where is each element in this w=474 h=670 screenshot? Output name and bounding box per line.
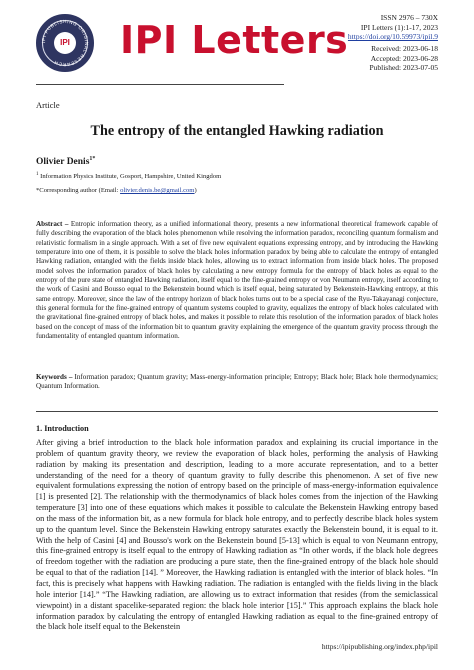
accepted-date: Accepted: 2023-06-28: [370, 53, 438, 63]
published-date: Published: 2023-07-05: [369, 63, 438, 73]
affiliation: [36, 172, 221, 180]
article-dates: [288, 44, 438, 73]
keywords-text: Information paradox; Quantum gravity; Mass-energy-information principle; Entropy; Black hole; Black hole thermodynamics; Quantum Information.: [36, 373, 439, 391]
volume-info: IPI Letters (1):1-17, 2023: [360, 22, 438, 32]
publisher-seal-logo: [36, 14, 94, 72]
author-name: Olivier Denis: [36, 157, 90, 168]
affiliation-marker: 1: [36, 172, 39, 177]
corr-prefix: *Corresponding author (Email:: [36, 187, 121, 194]
journal-brand: IPI Letters: [120, 18, 349, 62]
article-title: The entropy of the entangled Hawking radiation: [90, 123, 384, 139]
received-date: Received: 2023-06-18: [371, 44, 438, 53]
abstract-label: Abstract –: [36, 220, 69, 228]
issn: ISSN 2976 – 730X: [380, 13, 438, 22]
journal-info: [288, 13, 438, 42]
svg-text:IPI PUBLISHING ORIGINAL RESEAR: IPI PUBLISHING ORIGINAL RESEARCH: [40, 18, 90, 68]
author-email-link[interactable]: olivier.denis.be@gmail.com: [120, 187, 195, 194]
section-heading: 1. Introduction: [36, 424, 89, 433]
corresponding-author: [36, 187, 197, 194]
section-body: After giving a brief introduction to the black hole information paradox and explaining its crucial importance in the problem of quantum gravity theory, we review the evaporation of black holes, performing the analysis of Hawking radiation by making its presentation and description, leading to a more accurate representation, and to a better understanding of the need for a theory of quantum gravity to fully describe this phenomenon. A set of five new equivalent formulations expressing the notion of entropy based on the principle of mass-energy-information equivalence [1] is presented [2]. The relationship with the thermodynamics of black holes comes from the injection of the Hawking temperature [3] into one of these equations which makes it possible to calculate the Bekenstein Hawking entropy based on the mass of the information bit, as a new formula for black hole entropy, and to perfectly describe black holes system up to the quantum level. Since the Bekenstein Hawking entropy saturates exactly the Bekenstein bound, it is equal to it. With the help of Casini [4] and Bousso's work on the Bekenstein bound [5-13] which is equal to von Neumann entropy, this fine-grained entropy is itself equal to the entropy of Hawking radiation as “In other words, if the black hole degrees of freedom together with the radiation are producing a pure state, then the fine-grained entropy of the black hole should be equal to that of the radiation [14]. ” Moreover, the Hawking radiation is entangled with the interior of black holes. “In fact, this is precisely what happens with Hawking radiation. The radiation is entangled with the fields living in the black hole interior [14].” “The Hawking radiation, are allowing us to extract information that resides (from the semiclassical viewpoint) in a distant spacelike-separated region: the black hole interior [15].” This approach explains the black hole information paradox by calculating the entropy of entangled Hawking radiation as equal to the fine-grained entropy of the black hole itself equal to the Bekenstein: [36, 438, 438, 632]
author: [36, 156, 95, 167]
corr-suffix: ): [194, 187, 197, 194]
footer-url: https://ipipublishing.org/index.php/ipil: [321, 642, 438, 651]
article-type: Article: [36, 100, 60, 110]
keywords: [36, 373, 438, 392]
abstract-text: Entropic information theory, as a unified informational theory, presents a new informational theoretical framework capable of fully describing the evaporation of the black holes phenomenon while resolving the information paradox, reconciling quantum formalism and relativistic formalism in a single approach. With a set of five new equivalent equations expressing entropy, and by introducing the Hawking temperature into one of them, it is possible to solve the black holes information paradox by being able to calculate the entropy of entangled Hawking radiation, entangled with the fields inside black holes, allowing us to extract information from inside black holes. The proposed model solves the information paradox of black holes by calculating a new entropy formula for the entropy of black holes as equal to the entropy of the pure state of entangled Hawking radiation, itself equal to the fine-grained entropy or von Neumann entropy, itself according to the work of Casini and Bousso equal to the Bekenstein bound which is itself equal, being saturated by Bekenstein-Hawking entropy, at this same entropy. Moreover, since the law of the entropy horizon of black holes turns out to be a special case of the Ryu-Takayanagi conjecture, this general formula for the fine-grained entropy of quantum systems coupled to gravity, equalizes the entropy of black holes calculated with the gravitational fine-grained entropy of black holes, and makes it possible to relate this resolution of the information paradox of black holes based on the concept of mass of the information bit to quantum gravity explaining the emergence of the quantum gravity process through the fundamentality of entangled quantum information.: [36, 220, 438, 341]
affiliation-text: Information Physics Institute, Gosport, Hampshire, United Kingdom: [40, 173, 222, 181]
section-divider: [36, 411, 438, 412]
doi-link[interactable]: https://doi.org/10.59973/ipil.9: [347, 32, 438, 42]
abstract: [36, 220, 438, 341]
keywords-label: Keywords –: [36, 373, 73, 381]
author-marker: 1*: [89, 156, 96, 162]
header-divider: [36, 84, 284, 85]
seal-center-mark: IPI: [54, 32, 76, 54]
